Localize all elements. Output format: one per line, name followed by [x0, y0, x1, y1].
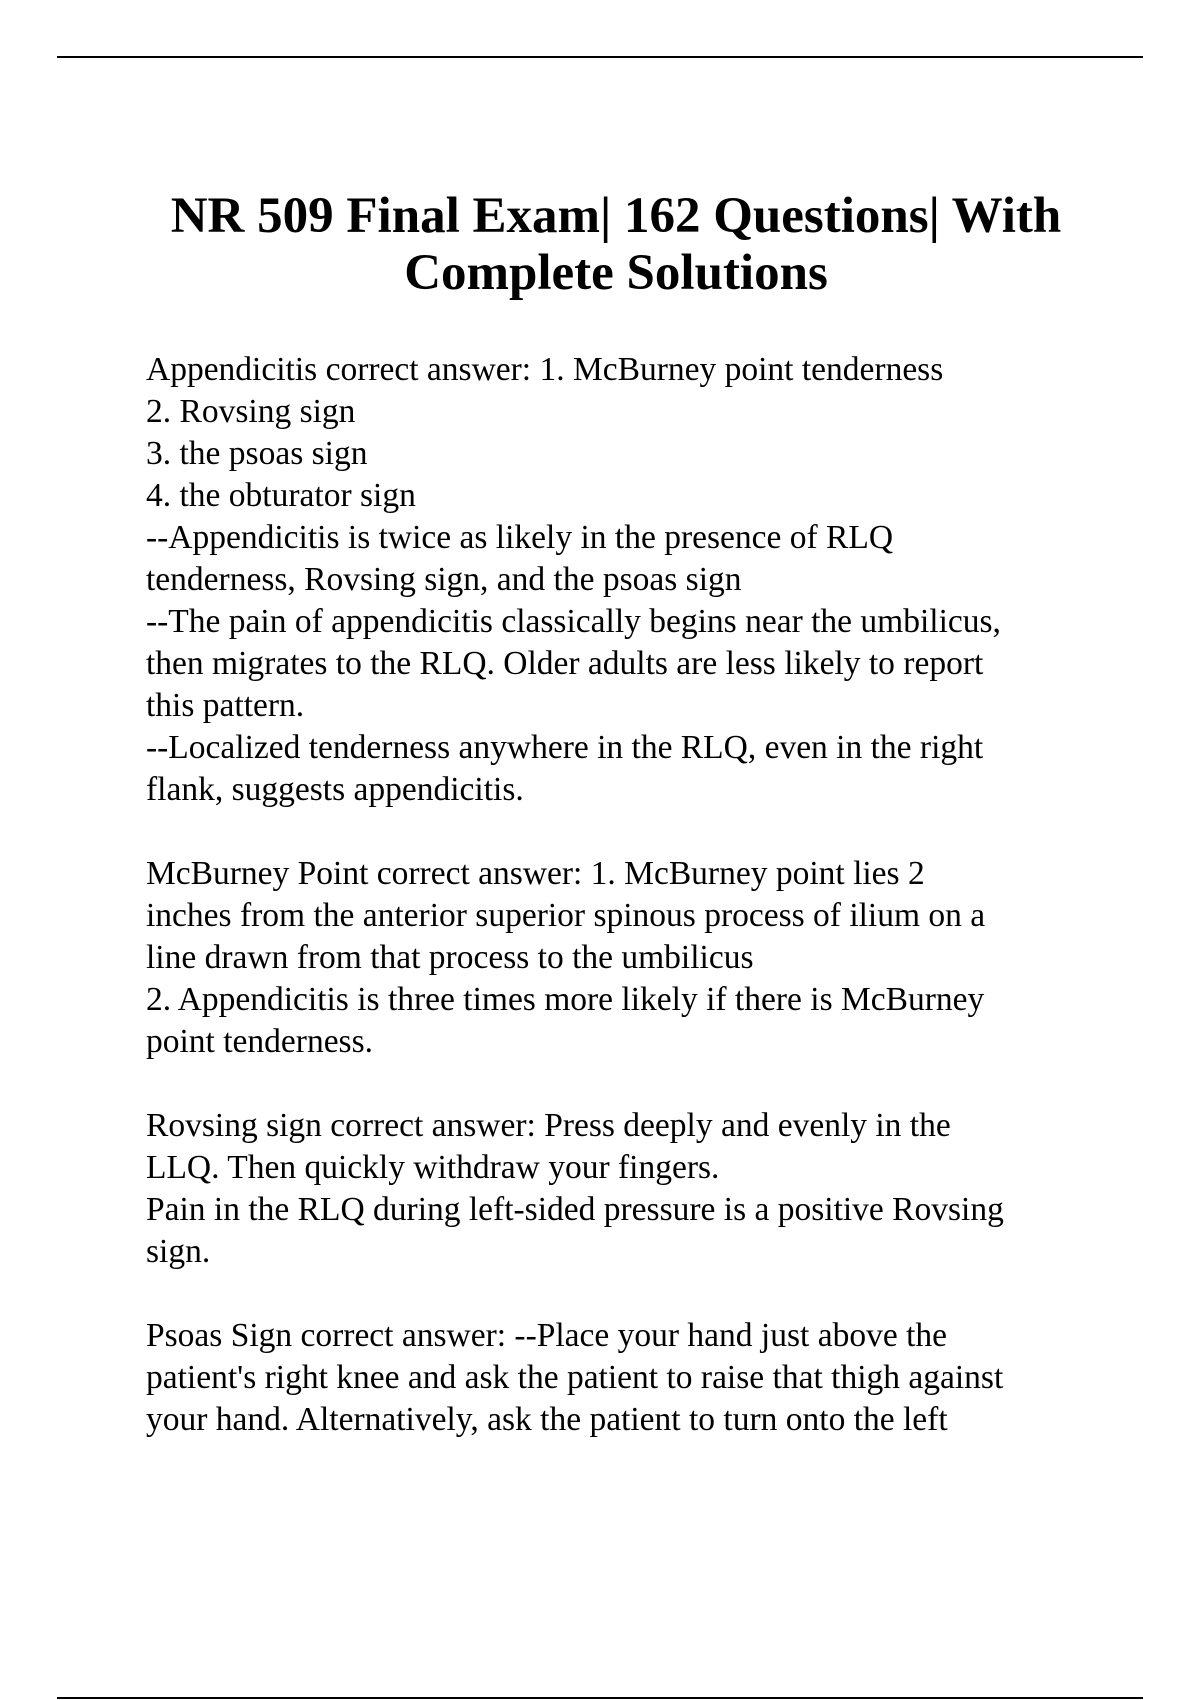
text-line: then migrates to the RLQ. Older adults are less likely to report: [146, 645, 984, 682]
text-line: --Localized tenderness anywhere in the RLQ, even in the right: [146, 729, 984, 766]
entry-psoas-sign: [146, 1315, 1106, 1441]
text-line: 3. the psoas sign: [146, 435, 368, 472]
text-line: line drawn from that process to the umbilicus: [146, 939, 754, 976]
entry-rovsing-sign: [146, 1105, 1106, 1273]
text-line: sign.: [146, 1233, 211, 1270]
document-body: [146, 349, 1106, 1483]
text-line: 2. Rovsing sign: [146, 393, 356, 430]
text-line: --The pain of appendicitis classically begins near the umbilicus,: [146, 603, 1001, 640]
entry-appendicitis: [146, 349, 1106, 811]
entry-mcburney-point: [146, 853, 1106, 1063]
text-line: point tenderness.: [146, 1023, 374, 1060]
text-line: inches from the anterior superior spinous process of ilium on a: [146, 897, 986, 934]
text-line: Psoas Sign correct answer: --Place your hand just above the: [146, 1317, 947, 1354]
top-divider: [57, 56, 1143, 58]
text-line: Rovsing sign correct answer: Press deeply and evenly in the: [146, 1107, 951, 1144]
text-line: tenderness, Rovsing sign, and the psoas sign: [146, 561, 742, 598]
text-line: 2. Appendicitis is three times more likely if there is McBurney: [146, 981, 985, 1018]
text-line: McBurney Point correct answer: 1. McBurney point lies 2: [146, 855, 925, 892]
title-line-2: Complete Solutions: [404, 245, 828, 301]
text-line: 4. the obturator sign: [146, 477, 416, 514]
text-line: this pattern.: [146, 687, 305, 724]
text-line: patient's right knee and ask the patient to raise that thigh against: [146, 1359, 1004, 1396]
text-line: Appendicitis correct answer: 1. McBurney point tenderness: [146, 351, 944, 388]
page-title: [100, 188, 1132, 302]
text-line: flank, suggests appendicitis.: [146, 771, 524, 808]
text-line: your hand. Alternatively, ask the patient to turn onto the left: [146, 1401, 948, 1438]
text-line: --Appendicitis is twice as likely in the presence of RLQ: [146, 519, 894, 556]
bottom-divider: [57, 1697, 1143, 1699]
title-line-1: NR 509 Final Exam| 162 Questions| With: [170, 188, 1062, 244]
text-line: Pain in the RLQ during left-sided pressure is a positive Rovsing: [146, 1191, 1004, 1228]
text-line: LLQ. Then quickly withdraw your fingers.: [146, 1149, 720, 1186]
